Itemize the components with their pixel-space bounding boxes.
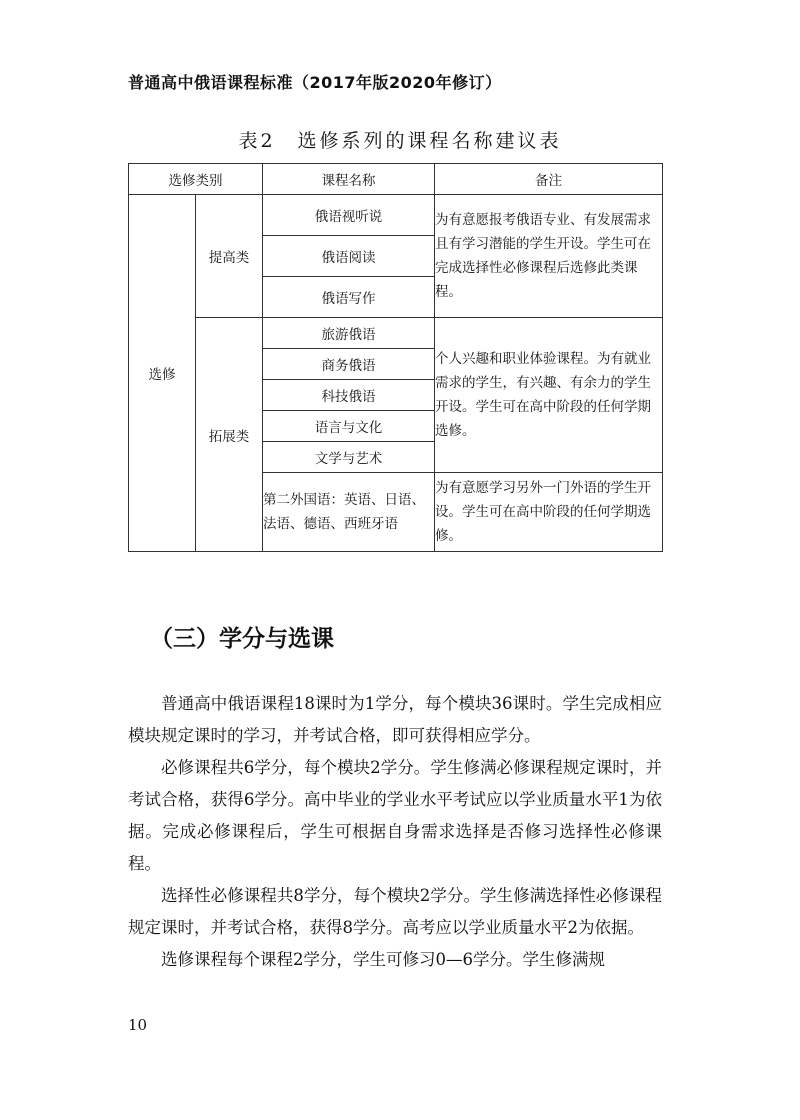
course-cell: 旅游俄语	[263, 318, 435, 349]
course-cell: 语言与文化	[263, 411, 435, 442]
body-text	[128, 688, 662, 976]
header-notes: 备注	[435, 164, 663, 195]
table-header-row	[129, 164, 663, 195]
paragraph: 选择性必修课程共8学分，每个模块2学分。学生修满选择性必修课程规定课时，并考试合格，获得8学分。高考应以学业质量水平2为依据。	[128, 886, 662, 937]
paragraph: 选修课程每个课程2学分，学生可修习0—6学分。学生修满规	[161, 950, 605, 969]
course-cell: 俄语视听说	[263, 195, 435, 236]
course-cell: 科技俄语	[263, 380, 435, 411]
course-cell: 文学与艺术	[263, 442, 435, 473]
course-table	[128, 163, 663, 552]
course-cell: 第二外国语：英语、日语、法语、德语、西班牙语	[263, 473, 435, 552]
table-caption: 表2 选修系列的课程名称建议表	[238, 130, 562, 152]
course-cell: 俄语阅读	[263, 236, 435, 277]
table-row	[129, 318, 663, 349]
course-cell: 俄语写作	[263, 277, 435, 318]
header-course-name: 课程名称	[263, 164, 435, 195]
running-title: 普通高中俄语课程标准（2017年版2020年修订）	[128, 73, 502, 92]
paragraph: 必修课程共6学分，每个模块2学分。学生修满必修课程规定课时，并考试合格，获得6学分。高中毕业的学业水平考试应以学业质量水平1为依据。完成必修课程后，学生可根据自身需求选择是否修习选择性必修课程。	[128, 758, 662, 873]
course-cell: 商务俄语	[263, 349, 435, 380]
category-cell: 选修	[129, 195, 196, 552]
header-category: 选修类别	[129, 164, 263, 195]
note-cell: 为有意愿报考俄语专业、有发展需求且有学习潜能的学生开设。学生可在完成选择性必修课程后选修此类课程。	[435, 195, 663, 318]
table-row	[129, 195, 663, 236]
section-title: （三）学分与选课	[150, 626, 334, 652]
note-cell: 个人兴趣和职业体验课程。为有就业需求的学生，有兴趣、有余力的学生开设。学生可在高中阶段的任何学期选修。	[435, 318, 663, 473]
group-cell: 拓展类	[196, 318, 263, 552]
group-cell: 提高类	[196, 195, 263, 318]
page-number: 10	[128, 1016, 148, 1034]
note-cell: 为有意愿学习另外一门外语的学生开设。学生可在高中阶段的任何学期选修。	[435, 473, 663, 552]
paragraph: 普通高中俄语课程18课时为1学分，每个模块36课时。学生完成相应模块规定课时的学习，并考试合格，即可获得相应学分。	[128, 694, 662, 745]
